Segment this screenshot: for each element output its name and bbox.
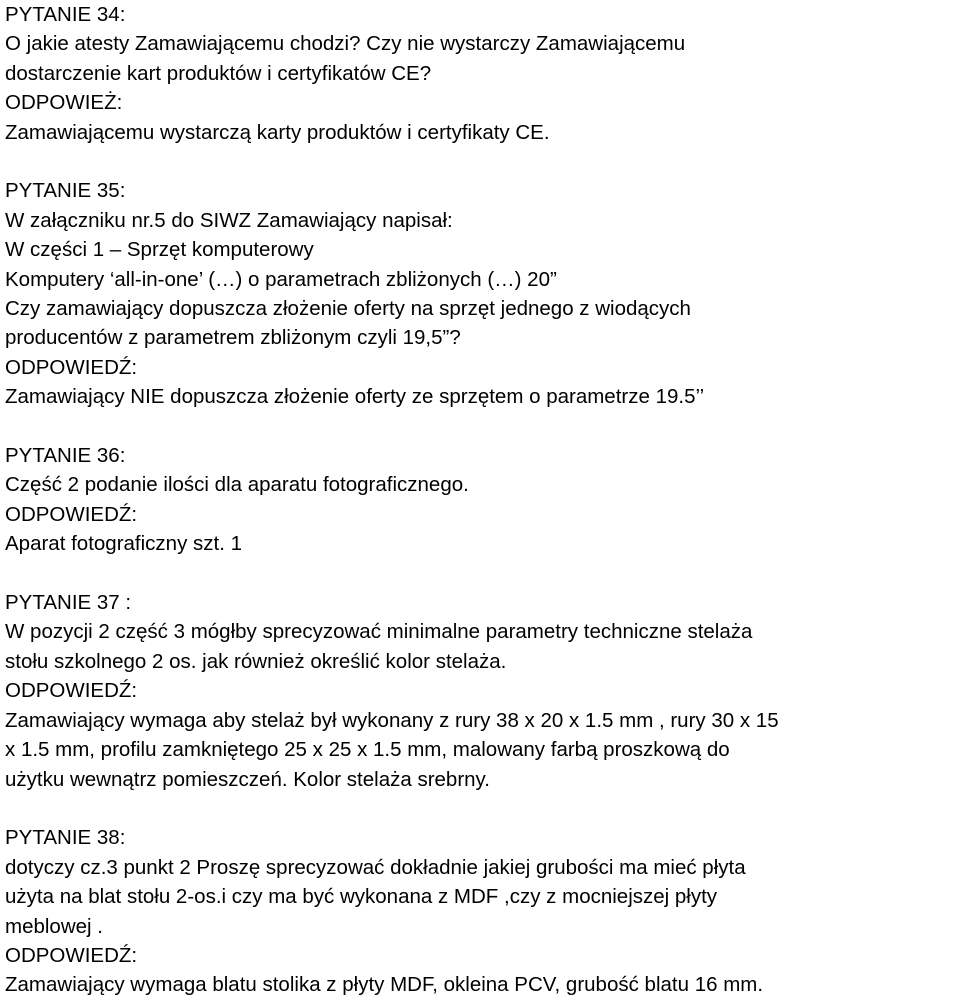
question-heading: PYTANIE 38: bbox=[5, 826, 126, 850]
answer-line: Aparat fotograficzny szt. 1 bbox=[5, 532, 243, 556]
question-heading: PYTANIE 34: bbox=[5, 3, 126, 26]
question-line: użyta na blat stołu 2-os.i czy ma być wykonana z MDF ,czy z mocniejszej płyty bbox=[5, 885, 718, 909]
section-spacer bbox=[5, 559, 960, 588]
section-spacer bbox=[5, 794, 960, 823]
qa-section-34 bbox=[5, 0, 960, 147]
answer-heading: ODPOWIEDŹ: bbox=[5, 355, 138, 379]
answer-line: Zamawiający wymaga blatu stolika z płyty MDF, okleina PCV, grubość blatu 16 mm. bbox=[5, 973, 764, 997]
question-line: meblowej . bbox=[5, 914, 103, 938]
question-line: dostarczenie kart produktów i certyfikatów CE? bbox=[5, 61, 432, 85]
answer-line: Zamawiający wymaga aby stelaż był wykonany z rury 38 x 20 x 1.5 mm , rury 30 x 15 bbox=[5, 708, 779, 732]
question-line: O jakie atesty Zamawiającemu chodzi? Czy nie wystarczy Zamawiającemu bbox=[5, 32, 686, 56]
answer-heading: ODPOWIEDŹ: bbox=[5, 679, 138, 703]
section-spacer bbox=[5, 412, 960, 441]
qa-section-35 bbox=[5, 176, 960, 411]
question-heading: PYTANIE 35: bbox=[5, 179, 126, 203]
question-line: W części 1 – Sprzęt komputerowy bbox=[5, 238, 314, 262]
question-line: dotyczy cz.3 punkt 2 Proszę sprecyzować dokładnie jakiej grubości ma mieć płyta bbox=[5, 855, 746, 879]
question-line: Część 2 podanie ilości dla aparatu fotograficznego. bbox=[5, 473, 469, 497]
answer-line: Zamawiający NIE dopuszcza złożenie oferty ze sprzętem o parametrze 19.5’’ bbox=[5, 385, 705, 409]
question-line: producentów z parametrem zbliżonym czyli 19,5”? bbox=[5, 326, 461, 350]
answer-line: Zamawiającemu wystarczą karty produktów i certyfikaty CE. bbox=[5, 120, 550, 144]
question-line: Komputery ‘all-in-one’ (…) o parametrach zbliżonych (…) 20” bbox=[5, 267, 557, 291]
section-spacer bbox=[5, 147, 960, 176]
answer-line: x 1.5 mm, profilu zamkniętego 25 x 25 x 1.5 mm, malowany farbą proszkową do bbox=[5, 738, 730, 762]
answer-heading: ODPOWIEDŹ: bbox=[5, 943, 138, 967]
question-heading: PYTANIE 37 : bbox=[5, 591, 132, 615]
qa-section-36 bbox=[5, 441, 960, 559]
question-line: W załączniku nr.5 do SIWZ Zamawiający napisał: bbox=[5, 208, 453, 232]
question-heading: PYTANIE 36: bbox=[5, 444, 126, 468]
question-line: stołu szkolnego 2 os. jak również określić kolor stelaża. bbox=[5, 649, 507, 673]
answer-heading: ODPOWIEDŹ: bbox=[5, 502, 138, 526]
qa-section-37 bbox=[5, 588, 960, 794]
answer-line: użytku wewnątrz pomieszczeń. Kolor stelaża srebrny. bbox=[5, 767, 490, 791]
question-line: W pozycji 2 część 3 mógłby sprecyzować minimalne parametry techniczne stelaża bbox=[5, 620, 753, 644]
answer-heading: ODPOWIEŻ: bbox=[5, 91, 123, 115]
qa-section-38 bbox=[5, 823, 960, 999]
question-line: Czy zamawiający dopuszcza złożenie oferty na sprzęt jednego z wiodących bbox=[5, 297, 691, 321]
